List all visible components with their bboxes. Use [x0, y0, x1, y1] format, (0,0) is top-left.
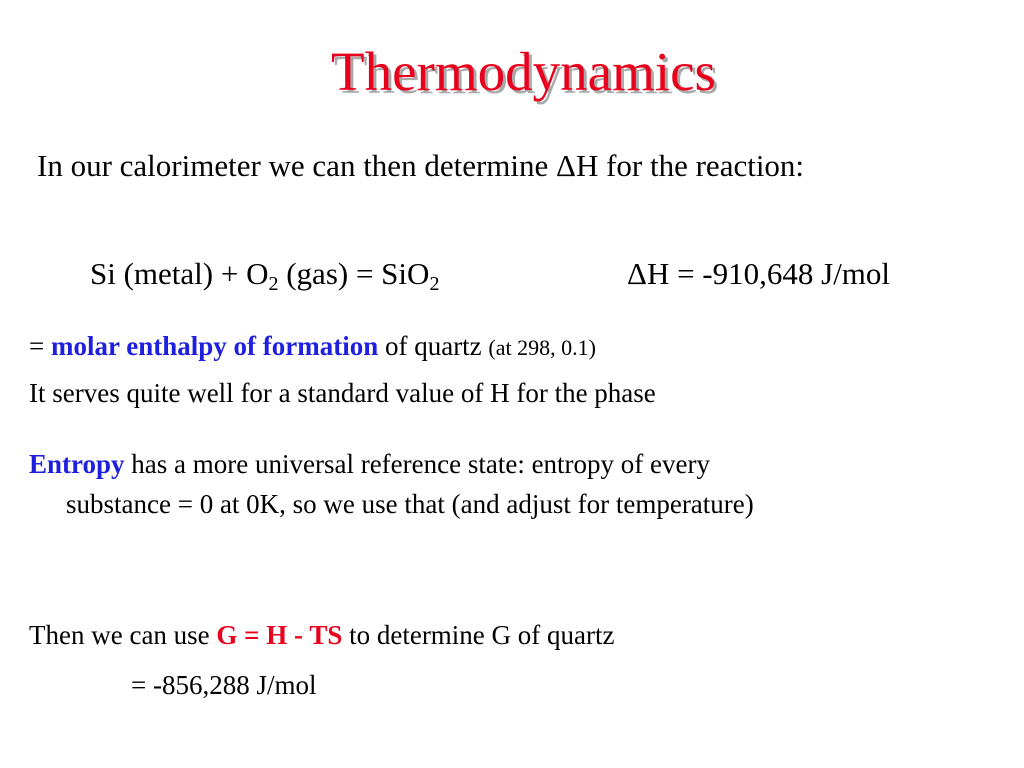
intro-text [37, 150, 804, 181]
sio2-subscript: 2 [429, 273, 440, 295]
equation-product: (gas) = SiO [278, 256, 430, 291]
entropy-continuation: substance = 0 at 0K, so we use that (and adjust for temperature) [66, 489, 754, 519]
gibbs-formula: G = H - TS [216, 620, 343, 650]
formation-line [29, 333, 596, 360]
slide-title: Thermodynamics [331, 41, 716, 102]
gibbs-before: Then we can use [29, 620, 217, 650]
entropy-highlight: Entropy [29, 449, 125, 479]
enthalpy-value: H = -910,648 J/mol [646, 256, 891, 291]
gibbs-result: = -856,288 J/mol [131, 670, 317, 700]
reaction-equation [90, 256, 440, 295]
intro-before: In our calorimeter we can then determine [37, 148, 557, 183]
intro-after: H for the reaction: [575, 148, 805, 183]
entropy-line [29, 451, 710, 478]
delta-symbol: Δ [627, 256, 647, 291]
formation-rest: of quartz [378, 331, 489, 361]
o2-subscript: 2 [268, 273, 279, 295]
equation-reactants: Si (metal) + O [90, 256, 269, 291]
gibbs-after: to determine G of quartz [342, 620, 615, 650]
formation-equals: = [29, 331, 51, 361]
formation-highlight: molar enthalpy of formation [50, 331, 379, 361]
standard-value-line: It serves quite well for a standard value of H for the phase [29, 378, 656, 408]
formation-conditions: (at 298, 0.1) [488, 335, 596, 360]
entropy-rest: has a more universal reference state: entropy of every [124, 449, 711, 479]
reaction-enthalpy [627, 258, 890, 289]
delta-symbol: Δ [556, 148, 576, 183]
gibbs-line [29, 622, 615, 649]
